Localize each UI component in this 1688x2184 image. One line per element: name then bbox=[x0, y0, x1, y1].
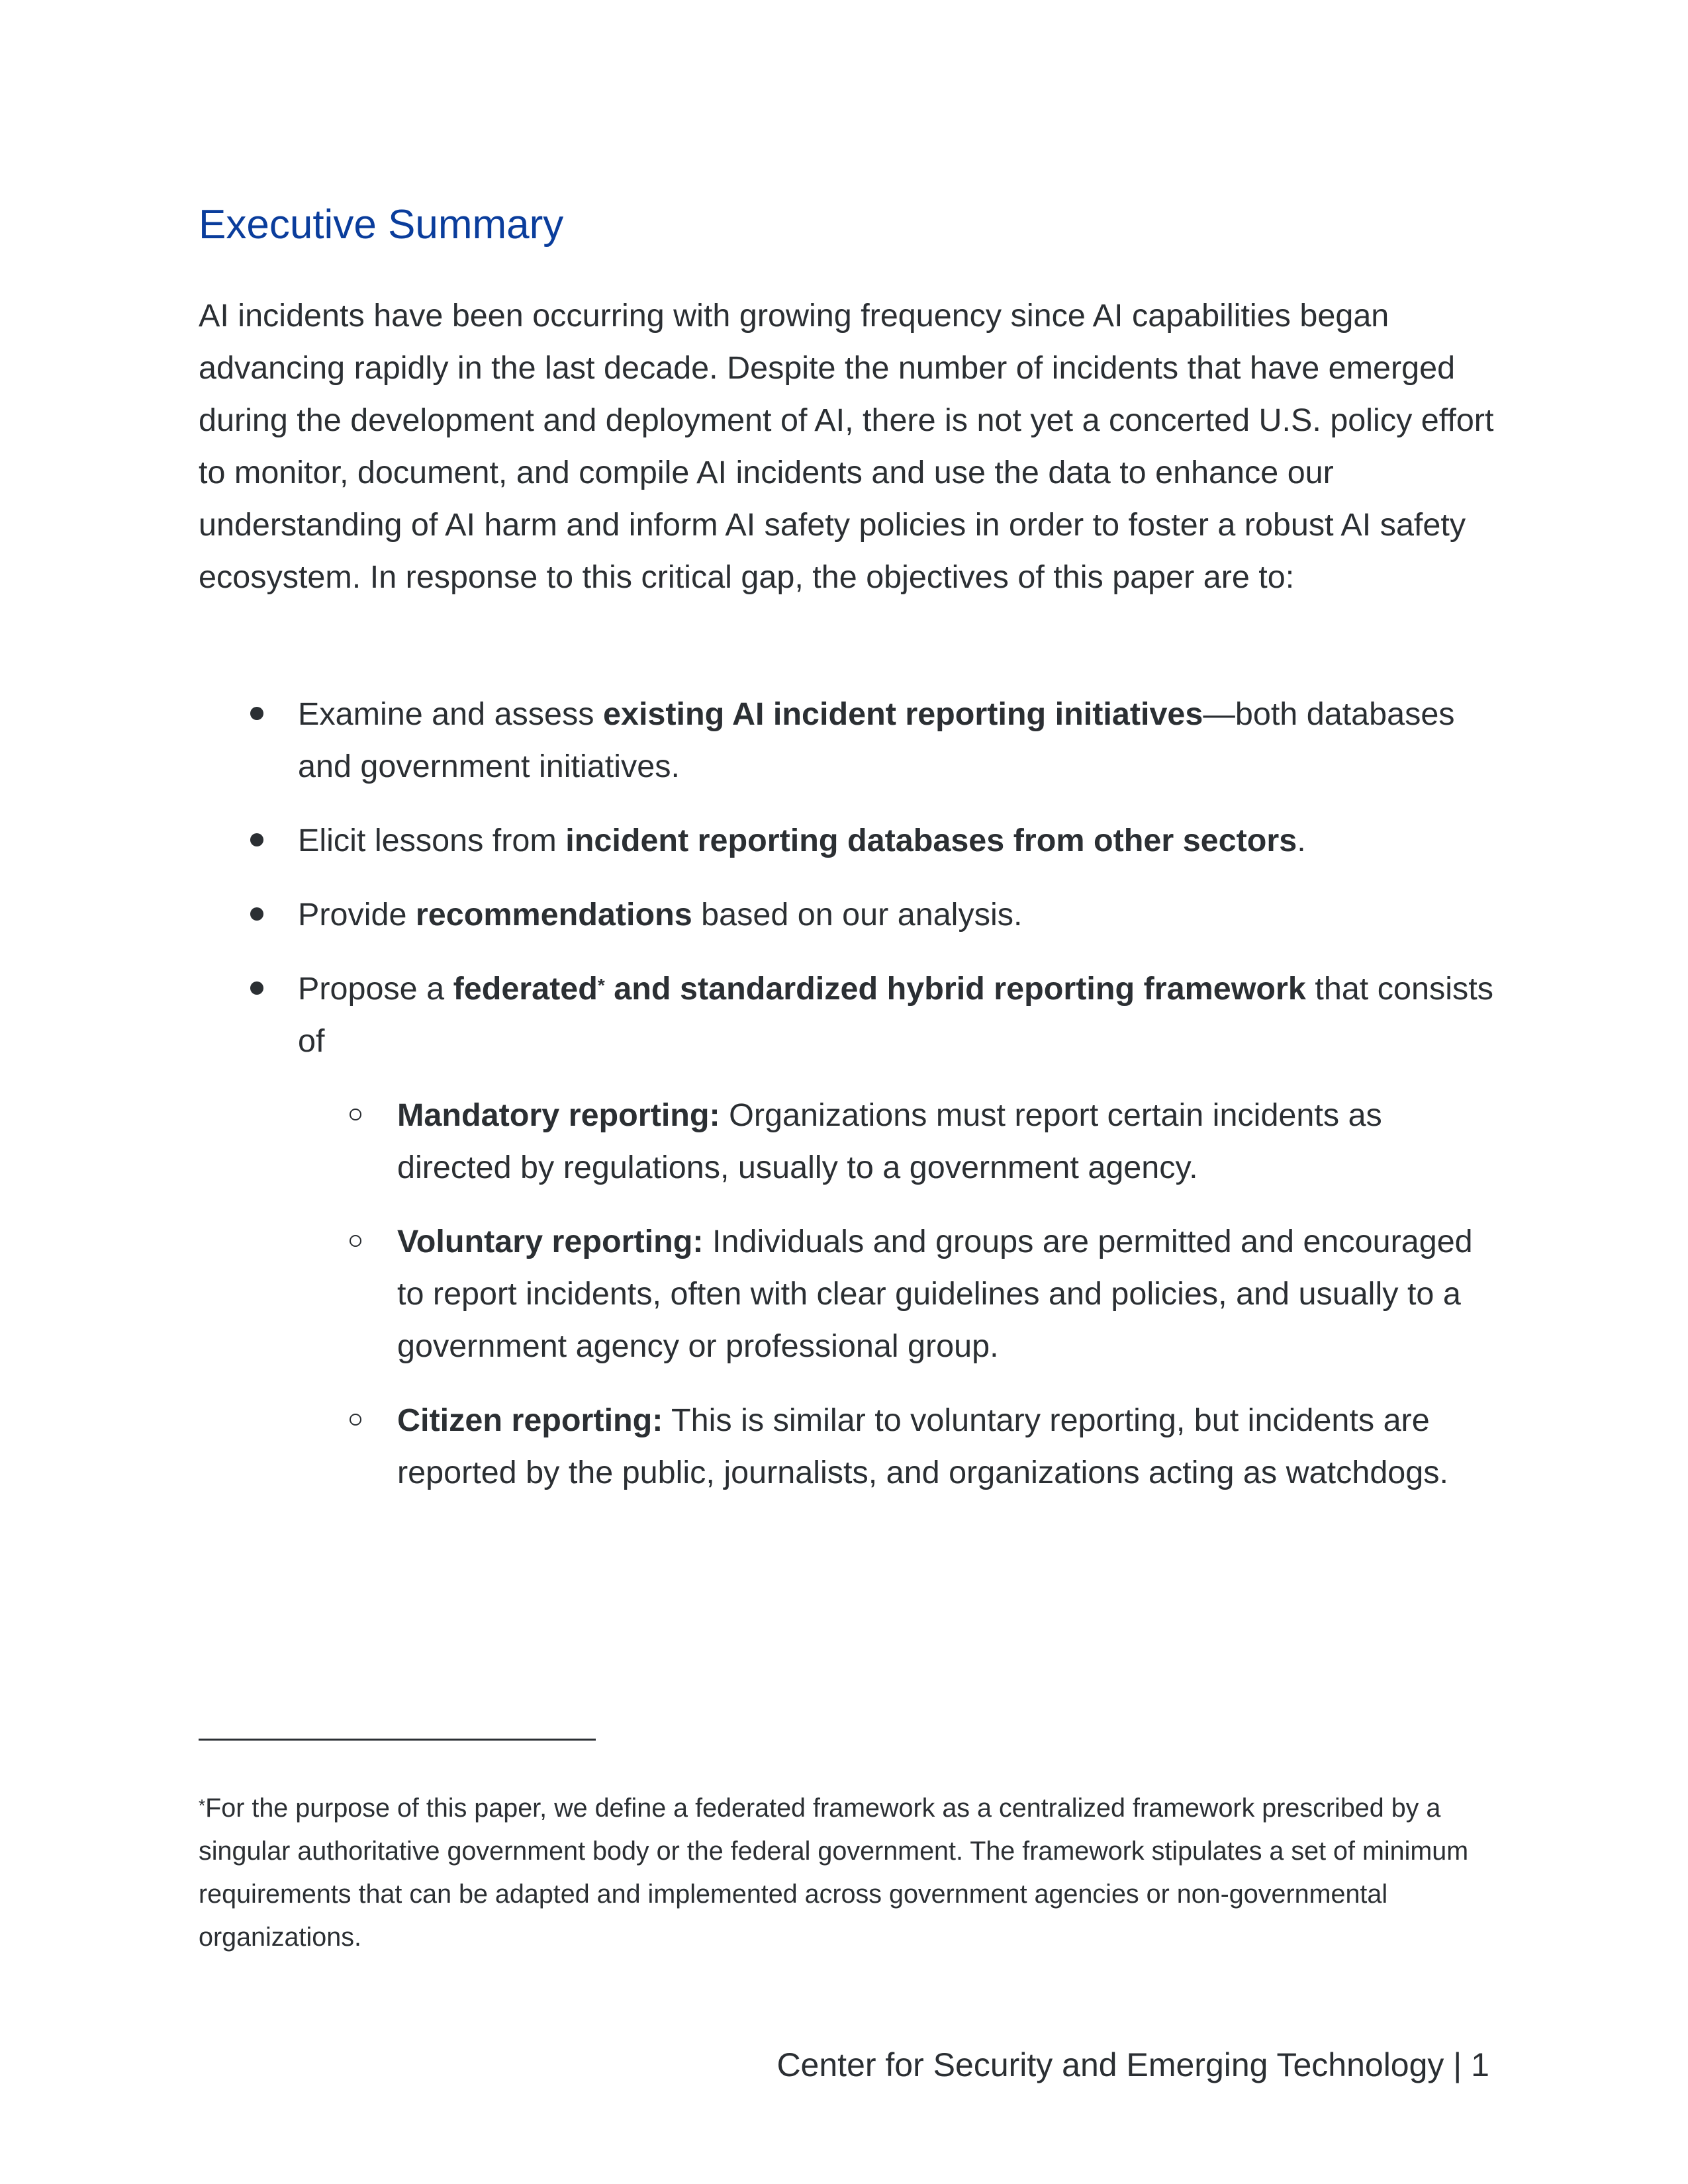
sub-list-item bbox=[298, 1216, 1496, 1373]
footnote bbox=[199, 1787, 1496, 1959]
sub-bullet-label: Voluntary reporting: bbox=[397, 1224, 704, 1259]
bullet-text-bold: incident reporting databases from other sectors bbox=[565, 823, 1297, 858]
circle-bullet-icon bbox=[350, 1089, 376, 1142]
circle-bullet-icon bbox=[350, 1216, 376, 1268]
bullet-text-post: that consists of bbox=[298, 971, 1493, 1059]
page-footer: Center for Security and Emerging Technology | 1 bbox=[776, 2046, 1489, 2083]
bullet-text-bold: federated bbox=[453, 971, 598, 1007]
bullet-icon bbox=[250, 688, 277, 741]
footnote-marker: * bbox=[199, 1796, 206, 1815]
list-item bbox=[199, 889, 1496, 941]
sub-bullet-label: Citizen reporting: bbox=[397, 1402, 663, 1438]
sub-list-item bbox=[298, 1089, 1496, 1194]
section-heading: Executive Summary bbox=[199, 202, 564, 248]
bullet-icon bbox=[250, 815, 277, 867]
sub-list-item bbox=[298, 1394, 1496, 1499]
list-item bbox=[199, 963, 1496, 1499]
bullet-text-pre: Elicit lessons from bbox=[298, 823, 566, 858]
bullet-text-pre: Provide bbox=[298, 897, 416, 933]
bullet-text-post: based on our analysis. bbox=[692, 897, 1023, 933]
sub-bullet-text: Individuals and groups are permitted and encouraged to report incidents, often with clear guidelines and policies, and usually to a government agency or professional group. bbox=[397, 1224, 1473, 1364]
sub-bullet-text: This is similar to voluntary reporting, but incidents are reported by the public, journalists, and organizations acting as watchdogs. bbox=[397, 1402, 1448, 1490]
bullet-text-post: . bbox=[1297, 823, 1306, 858]
footnote-divider bbox=[199, 1739, 596, 1741]
bullet-text-bold: and standardized hybrid reporting framework bbox=[604, 971, 1306, 1007]
intro-paragraph: AI incidents have been occurring with growing frequency since AI capabilities began advancing rapidly in the last decade. Despite the number of incidents that have emerged during the development and deployment of AI, there is not yet a concerted U.S. policy effort to monitor, document, and compile AI incidents and use the data to enhance our understanding of AI harm and inform AI safety policies in order to foster a robust AI safety ecosystem. In response to this critical gap, the objectives of this paper are to: bbox=[199, 298, 1494, 595]
list-item bbox=[199, 688, 1496, 793]
bullet-icon bbox=[250, 963, 277, 1015]
list-item bbox=[199, 815, 1496, 867]
objectives-list bbox=[199, 688, 1496, 1521]
footnote-reference[interactable]: * bbox=[597, 975, 605, 995]
sub-bullet-text: Organizations must report certain incidents as directed by regulations, usually to a government agency. bbox=[397, 1097, 1382, 1185]
circle-bullet-icon bbox=[350, 1394, 376, 1447]
reporting-types-list bbox=[298, 1089, 1496, 1499]
sub-bullet-label: Mandatory reporting: bbox=[397, 1097, 720, 1133]
bullet-text-bold: existing AI incident reporting initiatives bbox=[603, 696, 1203, 732]
bullet-text-pre: Examine and assess bbox=[298, 696, 603, 732]
bullet-text-pre: Propose a bbox=[298, 971, 453, 1007]
bullet-icon bbox=[250, 889, 277, 941]
footnote-text: For the purpose of this paper, we define a federated framework as a centralized framework prescribed by a singular authoritative government body or the federal government. The framework stipulates a set of minimum requirements that can be adapted and implemented across government agencies or non-governmental organizations. bbox=[199, 1794, 1469, 1952]
bullet-text-post: —both databases and government initiatives. bbox=[298, 696, 1455, 784]
bullet-text-bold: recommendations bbox=[415, 897, 692, 933]
